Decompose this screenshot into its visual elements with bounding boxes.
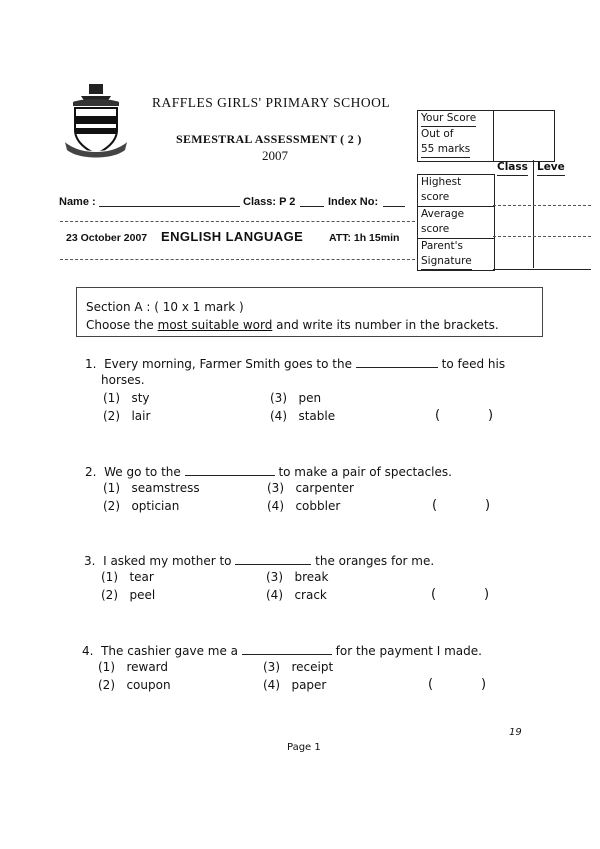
question-1: 1. Every morning, Farmer Smith goes to the to feed his bbox=[85, 357, 506, 371]
index-field[interactable] bbox=[383, 206, 405, 207]
name-label: Name : bbox=[59, 196, 96, 208]
option-1-2: (2) lair bbox=[103, 409, 151, 423]
option-1-3: (3) pen bbox=[270, 391, 322, 405]
highest-label-2: score bbox=[421, 191, 450, 203]
assessment-year: 2007 bbox=[262, 148, 288, 163]
index-label: Index No: bbox=[328, 196, 379, 208]
parent-label-1: Parent's bbox=[421, 240, 463, 252]
row-divider bbox=[493, 205, 591, 206]
question-3: 3. I asked my mother to the oranges for me. bbox=[84, 554, 435, 568]
answer-blank bbox=[356, 355, 438, 368]
school-crest-logo bbox=[63, 82, 129, 160]
option-2-3: (3) carpenter bbox=[267, 481, 354, 495]
question-2: 2. We go to the to make a pair of spectacles. bbox=[85, 465, 452, 479]
option-3-3: (3) break bbox=[266, 570, 329, 584]
level-column-label: Leve bbox=[537, 160, 565, 176]
score-entry-box[interactable] bbox=[493, 110, 555, 162]
average-label-1: Average bbox=[421, 208, 465, 220]
subject-title: ENGLISH LANGUAGE bbox=[161, 229, 304, 244]
option-2-1: (1) seamstress bbox=[103, 481, 200, 495]
option-1-1: (1) sty bbox=[103, 391, 150, 405]
answer-bracket-2[interactable]: ( ) bbox=[432, 498, 491, 513]
page-number: Page 1 bbox=[287, 742, 321, 753]
option-4-4: (4) paper bbox=[263, 678, 327, 692]
highest-label-1: Highest bbox=[421, 176, 462, 188]
column-divider bbox=[533, 160, 534, 268]
row-divider bbox=[493, 236, 591, 237]
divider-line bbox=[60, 221, 415, 222]
signature-label: Signature bbox=[421, 254, 472, 270]
option-4-3: (3) receipt bbox=[263, 660, 334, 674]
marks-label: 55 marks bbox=[421, 142, 470, 158]
section-heading: Section A : ( 10 x 1 mark ) bbox=[86, 300, 244, 314]
class-label: Class: P 2 bbox=[243, 196, 296, 208]
answer-blank bbox=[235, 552, 311, 565]
row-divider bbox=[493, 269, 591, 270]
average-label-2: score bbox=[421, 223, 450, 235]
section-instructions: Choose the most suitable word and write its number in the brackets. bbox=[86, 318, 499, 332]
handwritten-page-mark: 19 bbox=[509, 727, 522, 738]
answer-bracket-1[interactable]: ( ) bbox=[435, 408, 494, 423]
option-4-1: (1) reward bbox=[98, 660, 169, 674]
option-4-2: (2) coupon bbox=[98, 678, 171, 692]
question-1-continued: horses. bbox=[101, 373, 145, 387]
your-score-box bbox=[417, 110, 494, 162]
out-of-label: Out of bbox=[421, 128, 454, 140]
class-column-label: Class bbox=[497, 160, 528, 176]
option-2-4: (4) cobbler bbox=[267, 499, 341, 513]
class-field[interactable] bbox=[300, 206, 324, 207]
option-3-2: (2) peel bbox=[101, 588, 156, 602]
answer-blank bbox=[185, 463, 275, 476]
answer-bracket-4[interactable]: ( ) bbox=[428, 677, 487, 692]
name-field[interactable] bbox=[99, 206, 240, 207]
assessment-title: SEMESTRAL ASSESSMENT ( 2 ) bbox=[176, 132, 362, 146]
question-4: 4. The cashier gave me a for the payment I made. bbox=[82, 644, 482, 658]
your-score-label: Your Score bbox=[421, 111, 476, 127]
answer-bracket-3[interactable]: ( ) bbox=[431, 587, 490, 602]
answer-blank bbox=[242, 642, 332, 655]
option-3-1: (1) tear bbox=[101, 570, 154, 584]
option-3-4: (4) crack bbox=[266, 588, 327, 602]
section-instructions-box bbox=[76, 287, 543, 337]
instruction-emphasis: most suitable word bbox=[157, 318, 273, 332]
exam-date: 23 October 2007 bbox=[66, 232, 148, 244]
time-allowed: ATT: 1h 15min bbox=[329, 232, 400, 244]
option-2-2: (2) optician bbox=[103, 499, 180, 513]
stats-box bbox=[417, 174, 495, 271]
divider-line bbox=[60, 259, 415, 260]
school-name: RAFFLES GIRLS' PRIMARY SCHOOL bbox=[152, 95, 391, 110]
option-1-4: (4) stable bbox=[270, 409, 336, 423]
